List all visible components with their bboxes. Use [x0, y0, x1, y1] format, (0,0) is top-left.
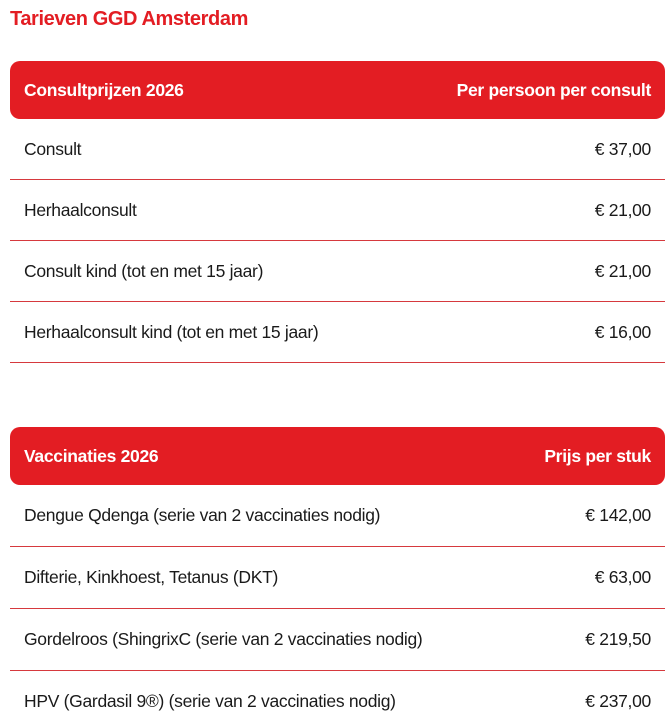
row-label: Gordelroos (ShingrixC (serie van 2 vaccinaties nodig)	[24, 629, 423, 649]
price-table-consultprijzen	[10, 61, 665, 363]
table-row	[10, 485, 665, 547]
row-label: Difterie, Kinkhoest, Tetanus (DKT)	[24, 567, 279, 587]
page-title: Tarieven GGD Amsterdam	[10, 8, 248, 30]
row-price: € 16,00	[594, 321, 651, 342]
table-unit-label: Per persoon per consult	[456, 79, 651, 100]
row-price: € 21,00	[594, 199, 651, 220]
row-price: € 219,50	[585, 629, 651, 649]
row-label: Consult	[24, 138, 82, 159]
row-label: Consult kind (tot en met 15 jaar)	[24, 260, 264, 281]
row-label: HPV (Gardasil 9®) (serie van 2 vaccinaties nodig)	[24, 691, 396, 711]
table-row	[10, 671, 665, 716]
table-row	[10, 180, 665, 241]
row-label: Herhaalconsult	[24, 199, 137, 220]
price-table-vaccinaties	[10, 427, 665, 716]
row-price: € 37,00	[594, 138, 651, 159]
row-price: € 21,00	[594, 260, 651, 281]
row-price: € 142,00	[585, 505, 651, 525]
row-label: Herhaalconsult kind (tot en met 15 jaar)	[24, 321, 319, 342]
table-row	[10, 241, 665, 302]
row-price: € 237,00	[585, 691, 651, 711]
row-price: € 63,00	[594, 567, 651, 587]
table-header-consultprijzen	[10, 61, 665, 119]
table-row	[10, 302, 665, 363]
table-title: Vaccinaties 2026	[24, 445, 159, 466]
table-row	[10, 609, 665, 671]
row-label: Dengue Qdenga (serie van 2 vaccinaties nodig)	[24, 505, 381, 525]
table-title: Consultprijzen 2026	[24, 79, 184, 100]
table-header-vaccinaties	[10, 427, 665, 485]
table-unit-label: Prijs per stuk	[544, 445, 651, 466]
table-row	[10, 119, 665, 180]
table-row	[10, 547, 665, 609]
